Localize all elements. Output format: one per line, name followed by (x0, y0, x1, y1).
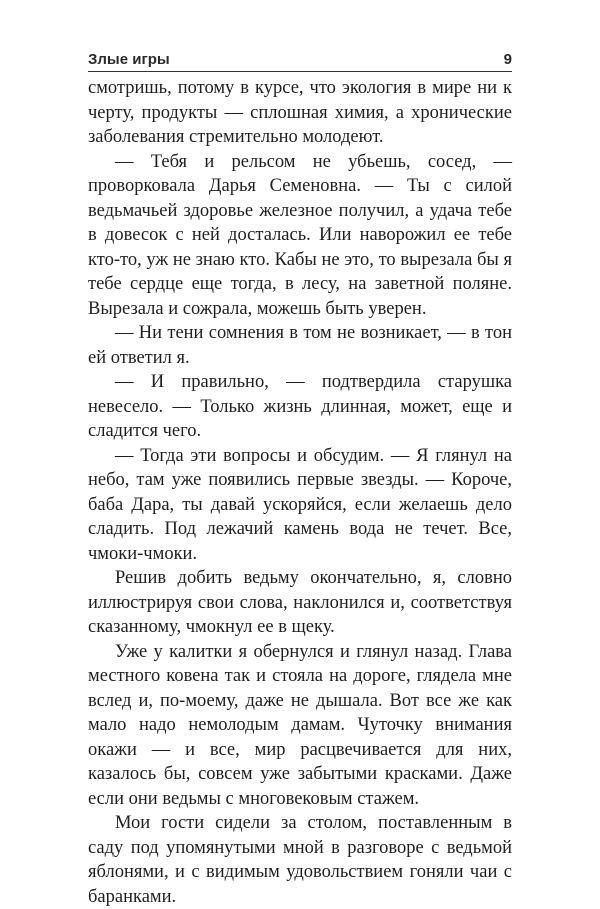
running-header (88, 44, 512, 68)
header-rule (88, 71, 512, 72)
paragraph: — Ни тени сомнения в том не возникает, — в тон ей ответил я. (88, 323, 512, 368)
paragraph: — Тогда эти вопросы и обсудим. — Я глянул на небо, там уже появились первые звезды. — Короче, баба Дара, ты давай ускоряйся, если желаешь дело сладить. Под лежачий камень вода не течет. Все, чмоки-чмоки. (88, 445, 512, 564)
paragraph: Уже у калитки я обернулся и глянул назад. Глава местного ковена так и стояла на дороге, глядела мне вслед и, по-моему, даже не дышала. Вот все же как мало надо немолодым дамам. Чуточку внимания окажи — и все, мир расцвечивается для них, казалось бы, совсем уже забытыми красками. Даже если они ведьмы с многовековым стажем. (88, 641, 512, 809)
book-title: Злые игры (88, 51, 170, 68)
paragraph: — Тебя и рельсом не убьешь, сосед, — проворковала Дарья Семеновна. — Ты с силой ведьмачьей здоровье железное получил, а удача тебе в довесок с ней досталась. Или наворожил ее тебе кто-то, уж не знаю кто. Кабы не это, то вырезала бы я тебе сердце еще тогда, в лесу, на заветной поляне. Вырезала и сожрала, можешь быть уверен. (88, 151, 512, 319)
page-number: 9 (503, 51, 512, 68)
paragraph: Мои гости сидели за столом, поставленным в саду под упомянутыми мной в разговоре с ведьмой яблонями, и с видимым удовольствием гоняли чаи с баранками. (88, 813, 512, 907)
paragraph: — И правильно, — подтвердила старушка невесело. — Только жизнь длинная, может, еще и сладится чего. (88, 372, 512, 441)
text-body (88, 76, 512, 909)
paragraph: Решив добить ведьму окончательно, я, словно иллюстрируя свои слова, наклонился и, соответствуя сказанному, чмокнул ее в щеку. (88, 568, 512, 637)
paragraph-continued: смотришь, потому в курсе, что экология в мире ни к черту, продукты — сплошная химия, а хронические заболевания стремительно молодеют. (88, 78, 512, 147)
